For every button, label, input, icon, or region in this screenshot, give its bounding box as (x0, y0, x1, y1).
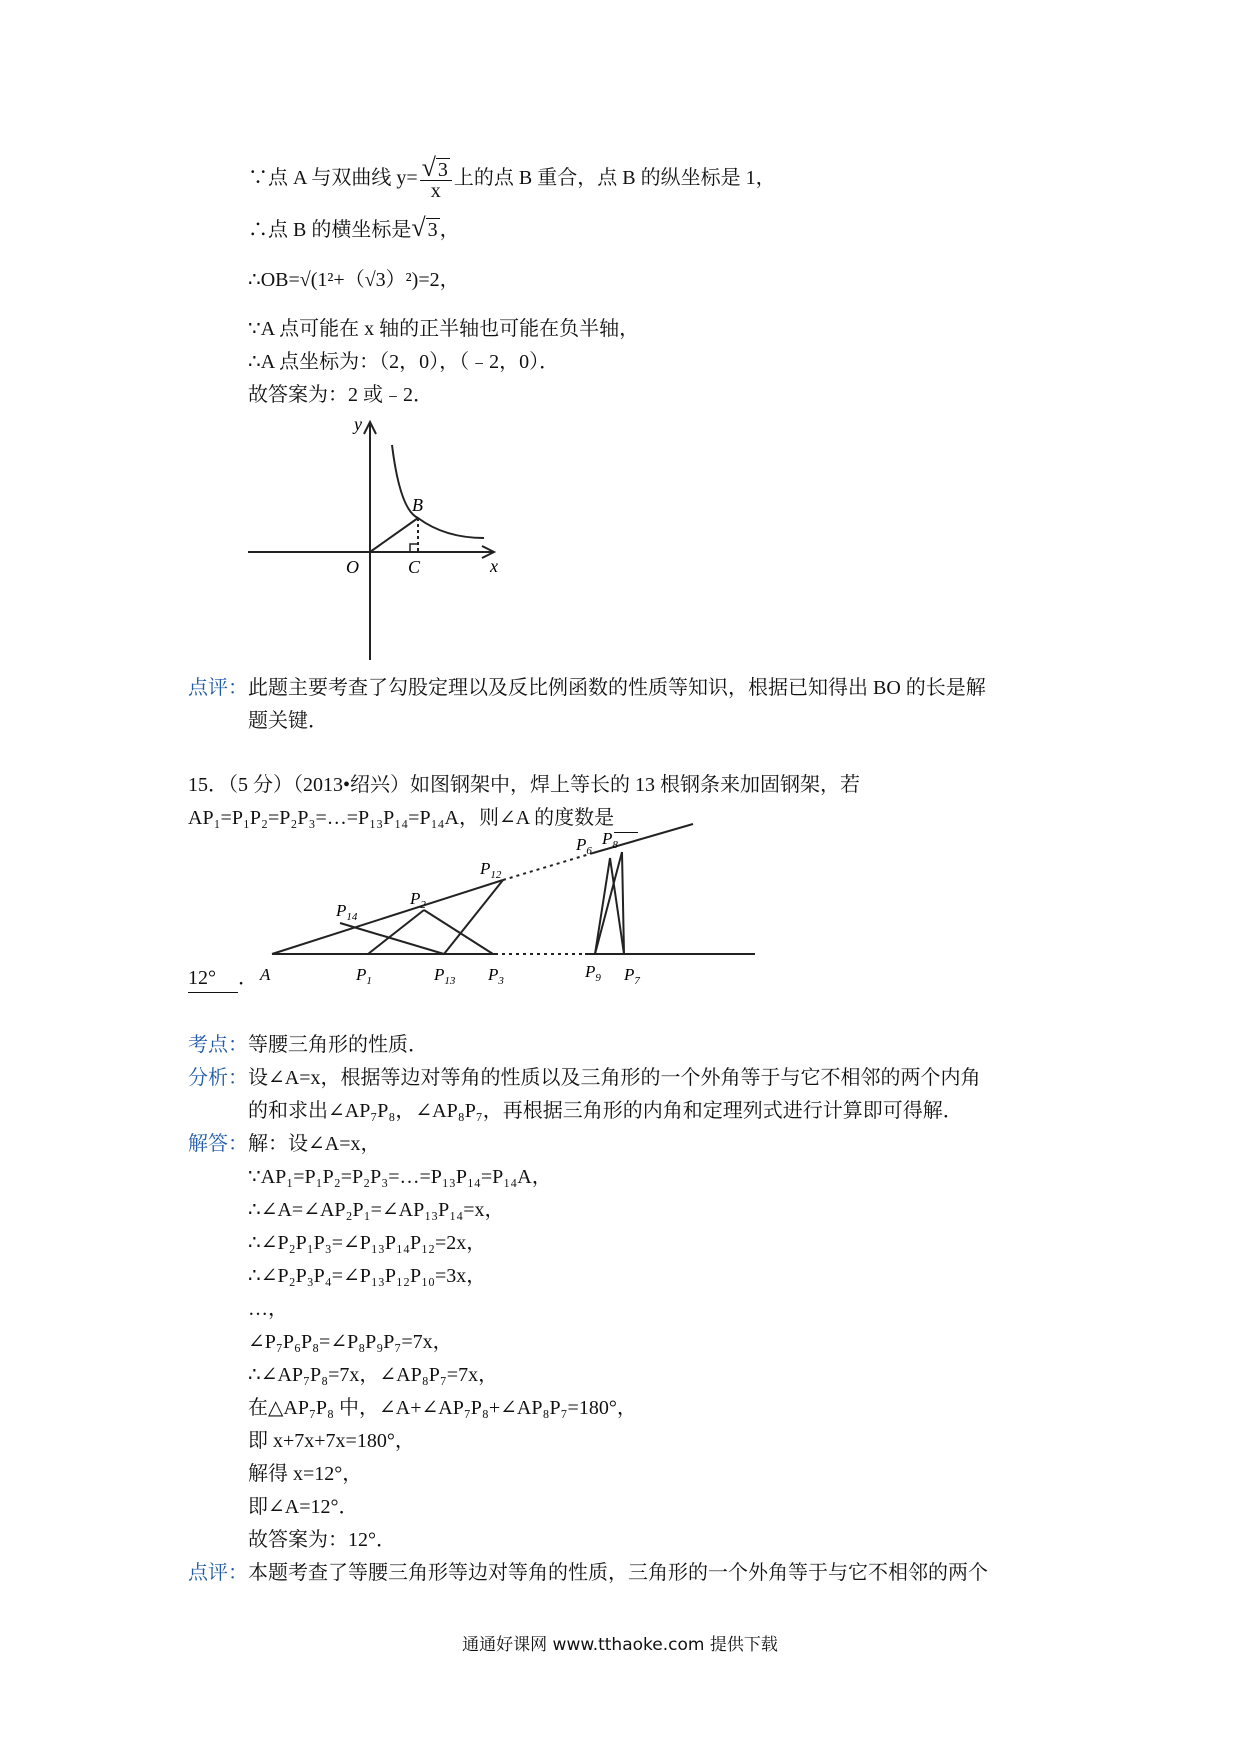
steel-frame-figure (240, 820, 770, 990)
page-footer: 通通好课网 www.tthaoke.com 提供下载 (462, 1635, 778, 1655)
label-P13: $P_{13}$ (434, 965, 456, 987)
sol14-line-3: ∴OB=√(1²+（√3）²)=2， (248, 269, 460, 291)
label-x: x (490, 556, 498, 576)
jieda-line-5: …， (248, 1298, 288, 1320)
q15-line-1: 15．（5 分）（2013•绍兴）如图钢架中，焊上等长的 13 根钢条来加固钢架，若 (188, 774, 861, 796)
jieda-line-2: ∴∠A=∠AP₂P₁=∠AP₁₃P₁₄=x， (248, 1199, 505, 1221)
jieda-line-11: 即∠A=12°． (248, 1496, 359, 1518)
jieda-line-12: 故答案为：12°． (248, 1529, 396, 1551)
fenxi-line-2: 的和求出∠AP₇P₈，∠AP₈P₇，再根据三角形的内角和定理列式进行计算即可得解． (248, 1100, 963, 1122)
label-P1: $P_1$ (356, 965, 372, 987)
rod-p2p3 (424, 910, 493, 954)
sol14-line-6: 故答案为：2 或﹣2． (248, 384, 433, 406)
label-P2: $P_2$ (410, 889, 426, 911)
fenxi-line-1: 分析：设∠A=x，根据等边对等角的性质以及三角形的一个外角等于与它不相邻的两个内角 (188, 1067, 981, 1089)
rod-p13p12 (444, 880, 503, 954)
right-angle-mark (410, 544, 418, 552)
q15-answer-line: 12° ． (188, 964, 258, 993)
jieda-line-10: 解得 x=12°， (248, 1463, 363, 1485)
label-A: A (260, 965, 271, 984)
jieda-line-3: ∴∠P₂P₁P₃=∠P₁₃P₁₄P₁₂=2x， (248, 1232, 487, 1254)
label-P14: $P_{14}$ (336, 901, 358, 923)
answer-blank: 12° (188, 964, 238, 993)
review-label: 点评： (188, 677, 248, 699)
rod-p1p2 (368, 910, 424, 954)
q15-line-2: AP₁=P₁P₂=P₂P₃=…=P₁₃P₁₄=P₁₄A，则∠A 的度数是 (188, 804, 638, 833)
upper-ray-dotted (503, 853, 593, 880)
label-P8: $P_8$ (602, 829, 618, 851)
label-P6: $P_6$ (576, 835, 592, 857)
upper-ray-left (272, 880, 503, 954)
label-P7: $P_7$ (624, 965, 640, 987)
kaodian-line: 考点：等腰三角形的性质． (188, 1034, 428, 1056)
sol14-line-1: ∵点 A 与双曲线 y= $\frac{√ 3}{x}$ 上的点 B 重合，点 B 的纵坐标是 1， (248, 153, 776, 202)
segment-ob (370, 518, 418, 552)
jieda-line-1: ∵AP₁=P₁P₂=P₂P₃=…=P₁₃P₁₄=P₁₄A， (248, 1166, 552, 1188)
label-P12: $P_{12}$ (480, 859, 502, 881)
hyperbola-curve (392, 445, 484, 538)
sol14-line-4: ∵A 点可能在 x 轴的正半轴也可能在负半轴， (248, 318, 640, 340)
kaodian-label: 考点： (188, 1034, 248, 1056)
jieda-line-8: 在△AP₇P₈ 中，∠A+∠AP₇P₈+∠AP₈P₇=180°， (248, 1397, 637, 1419)
label-o: O (346, 557, 359, 577)
review14-line-1: 点评：此题主要考查了勾股定理以及反比例函数的性质等知识，根据已知得出 BO 的长是解 (188, 677, 986, 699)
review14-line-2: 题关键． (248, 710, 328, 732)
jieda-label: 解答： (188, 1133, 248, 1155)
review15-line: 点评：本题考查了等腰三角形等边对等角的性质，三角形的一个外角等于与它不相邻的两个 (188, 1562, 988, 1584)
fraction: $\frac{√ 3}{x}$ (420, 158, 452, 201)
jieda-line-6: ∠P₇P₆P₈=∠P₈P₉P₇=7x， (248, 1331, 453, 1353)
jieda-line-9: 即 x+7x+7x=180°， (248, 1430, 415, 1452)
review-label: 点评： (188, 1562, 248, 1584)
jieda-line-7: ∴∠AP₇P₈=7x，∠AP₈P₇=7x， (248, 1364, 499, 1386)
label-P3: $P_3$ (488, 965, 504, 987)
hyperbola-figure (240, 410, 510, 665)
jieda-line-0: 解答：解：设∠A=x， (188, 1133, 381, 1155)
label-y: y (354, 414, 362, 434)
label-P9: $P_9$ (585, 962, 601, 984)
rod-p14p13 (340, 923, 444, 954)
label-c: C (408, 557, 421, 577)
jieda-line-4: ∴∠P₂P₃P₄=∠P₁₃P₁₂P₁₀=3x， (248, 1265, 487, 1287)
sol14-line-5: ∴A 点坐标为：（2，0），（﹣2，0）． (248, 351, 560, 373)
sol14-line-2: ∴点 B 的横坐标是√ 3 ， (248, 213, 460, 242)
label-b: B (412, 495, 423, 515)
fenxi-label: 分析： (188, 1067, 248, 1089)
